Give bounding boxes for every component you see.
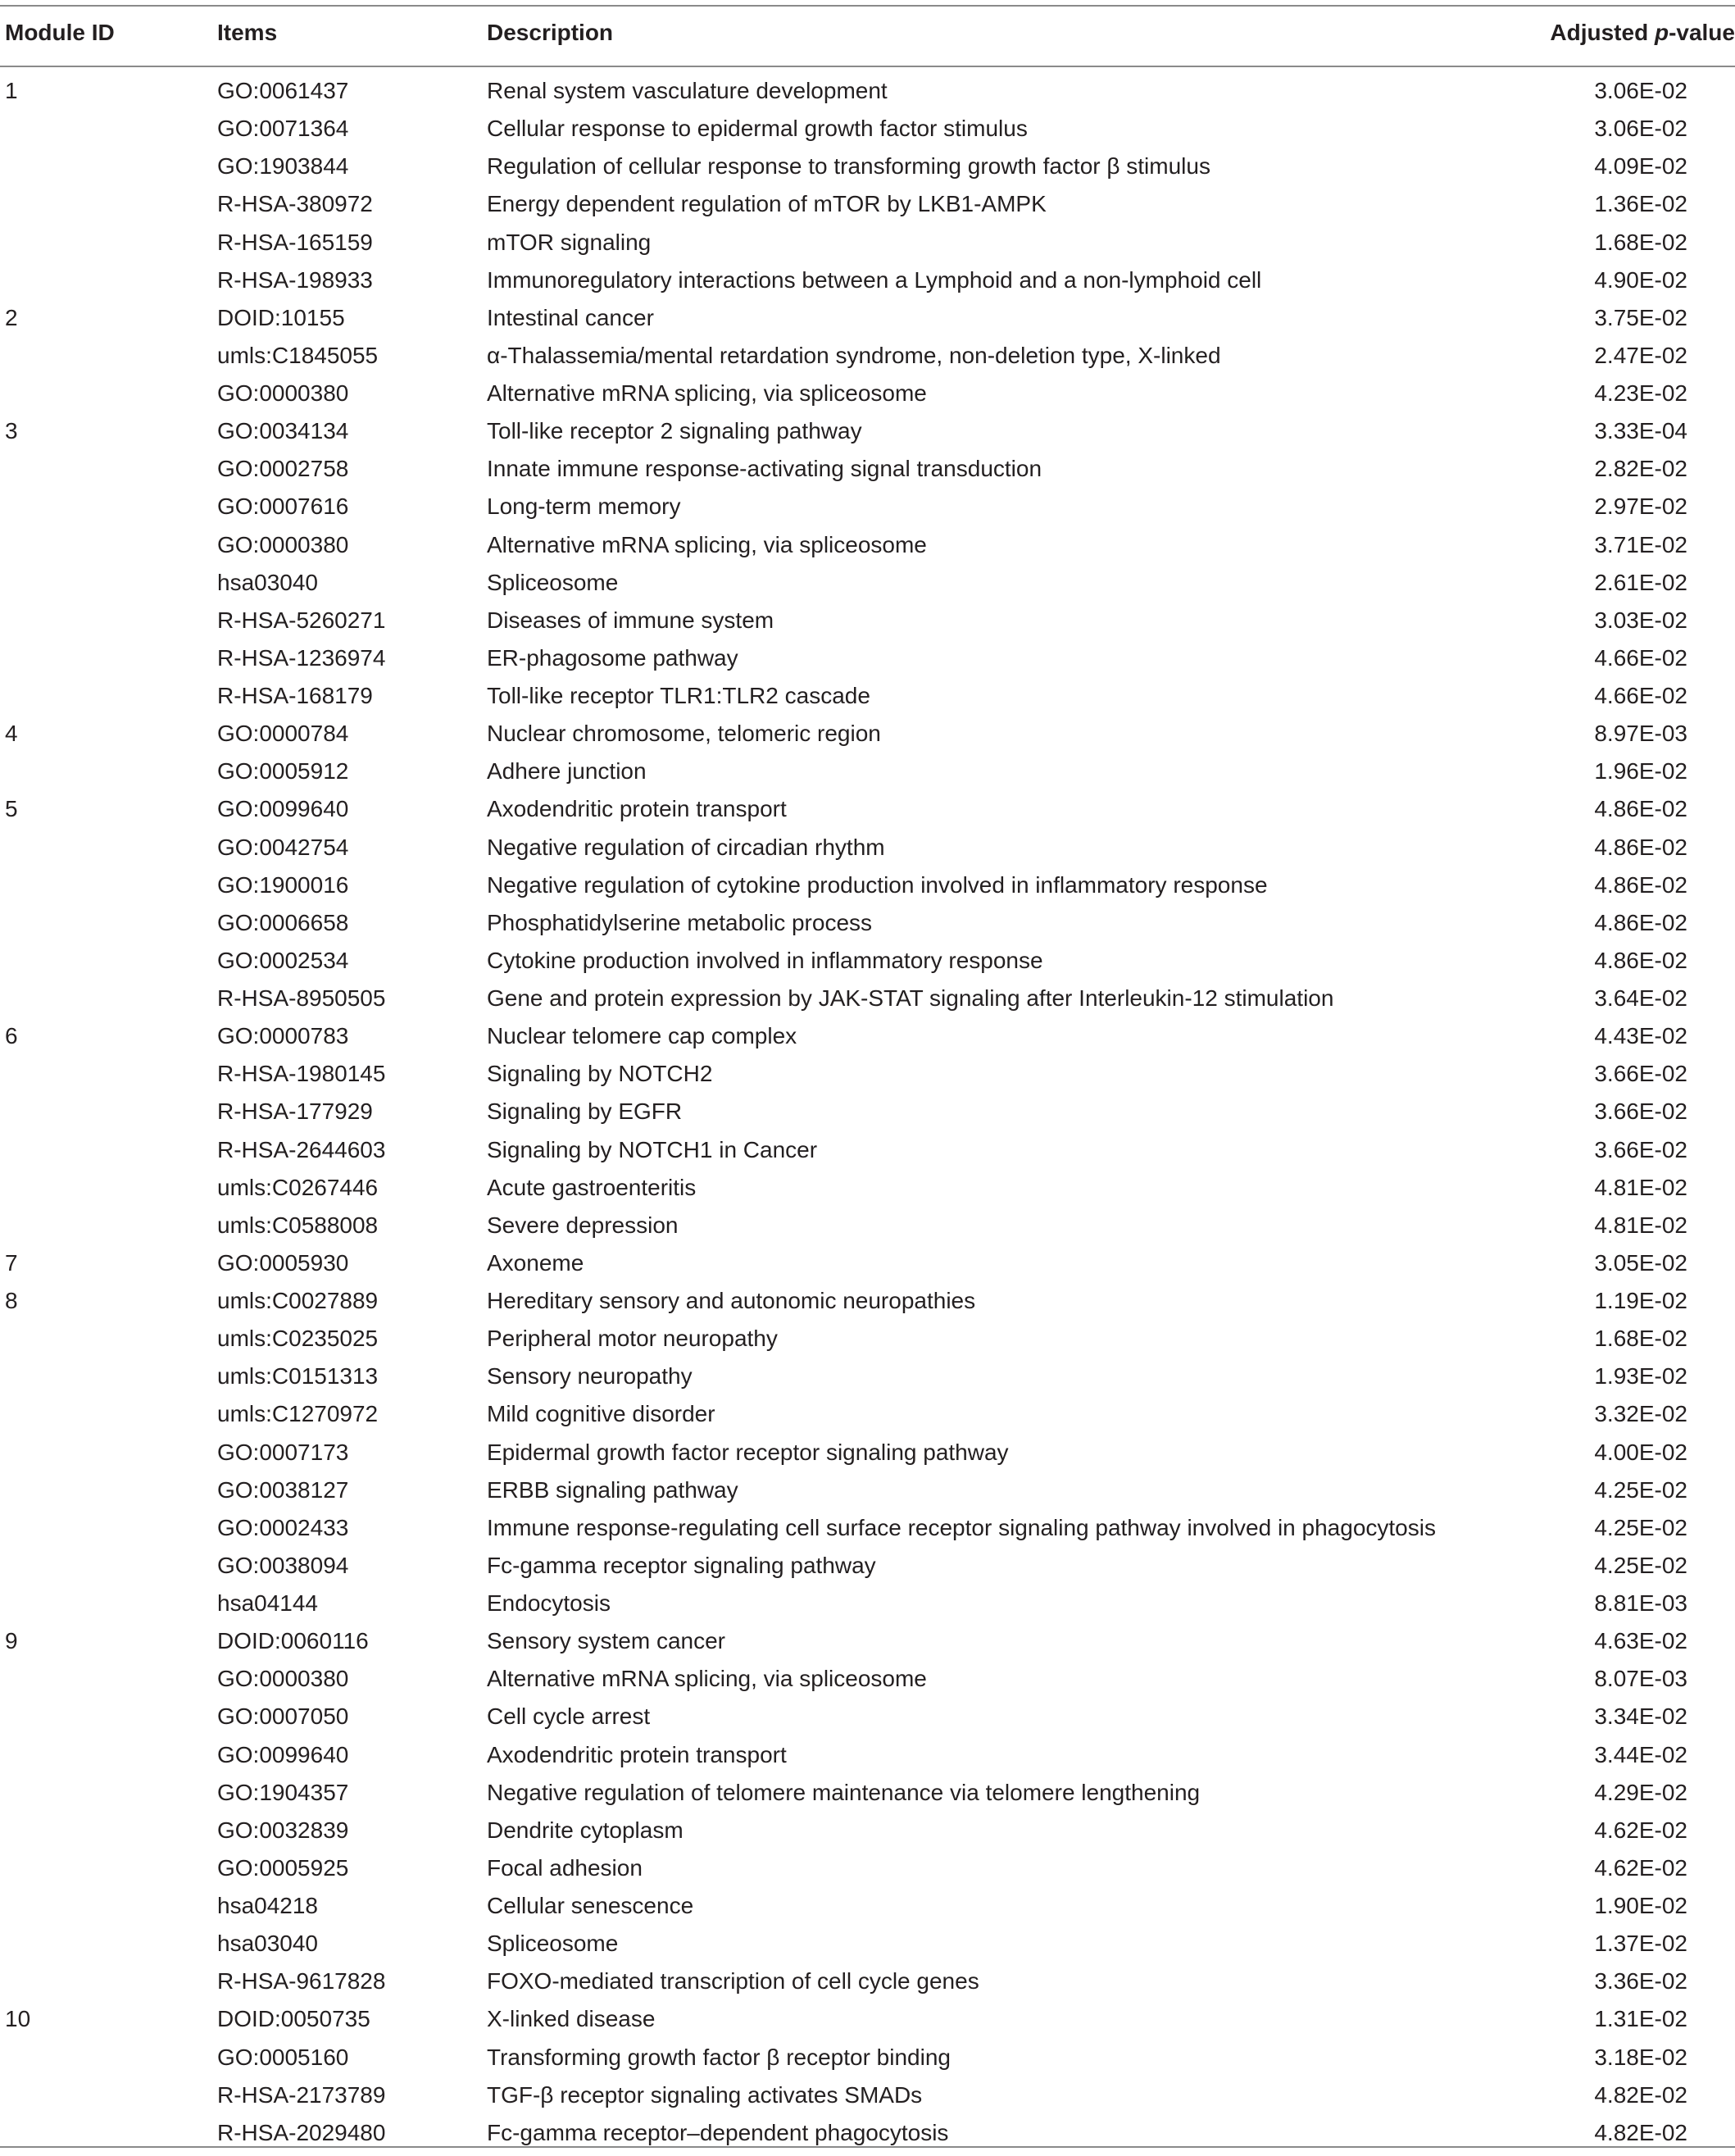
table-row (0, 228, 1735, 266)
cell-module-id: 3 (5, 418, 18, 444)
table-row (0, 644, 1735, 681)
cell-module-id: 4 (5, 721, 18, 747)
cell-description: Long-term memory (487, 494, 681, 520)
cell-adjusted-pvalue: 4.62E-02 (1594, 1854, 1687, 1881)
table-row (0, 1702, 1735, 1740)
cell-description: X-linked disease (487, 2006, 656, 2032)
cell-adjusted-pvalue: 2.97E-02 (1594, 494, 1687, 520)
table-row (0, 946, 1735, 984)
header-module-id: Module ID (5, 20, 115, 45)
header-adjusted-pvalue (1550, 20, 1735, 45)
cell-item-id: GO:0007616 (217, 494, 349, 520)
cell-description: Fc-gamma receptor signaling pathway (487, 1552, 876, 1578)
cell-description: Peripheral motor neuropathy (487, 1326, 778, 1352)
cell-item-id: umls:C0588008 (217, 1212, 379, 1238)
table-row (0, 1173, 1735, 1211)
table-row (0, 1854, 1735, 1891)
cell-adjusted-pvalue: 3.33E-04 (1594, 418, 1687, 444)
cell-item-id: GO:0000380 (217, 380, 349, 406)
cell-adjusted-pvalue: 3.44E-02 (1594, 1741, 1687, 1767)
cell-item-id: R-HSA-168179 (217, 683, 373, 708)
cell-description: Endocytosis (487, 1590, 611, 1616)
cell-description: Severe depression (487, 1212, 679, 1238)
cell-description: Renal system vasculature development (487, 78, 888, 103)
cell-adjusted-pvalue: 4.81E-02 (1594, 1174, 1687, 1200)
cell-description: Spliceosome (487, 1931, 619, 1957)
cell-item-id: umls:C0151313 (217, 1363, 379, 1390)
table-row (0, 871, 1735, 908)
cell-adjusted-pvalue: 8.81E-03 (1594, 1590, 1687, 1616)
cell-adjusted-pvalue: 1.93E-02 (1594, 1363, 1687, 1390)
cell-item-id: GO:0061437 (217, 78, 349, 103)
table-row (0, 1286, 1735, 1324)
table-row (0, 1211, 1735, 1249)
table-row (0, 833, 1735, 871)
cell-item-id: GO:0032839 (217, 1817, 349, 1843)
cell-adjusted-pvalue: 3.05E-02 (1594, 1249, 1687, 1276)
cell-description: Alternative mRNA splicing, via spliceosome (487, 531, 927, 557)
cell-adjusted-pvalue: 4.23E-02 (1594, 380, 1687, 406)
cell-item-id: R-HSA-8950505 (217, 985, 386, 1011)
table-row (0, 454, 1735, 492)
cell-description: Epidermal growth factor receptor signaling pathway (487, 1439, 1009, 1465)
cell-module-id: 5 (5, 796, 18, 822)
header-bottom-rule (0, 66, 1735, 67)
cell-item-id: DOID:0050735 (217, 2006, 370, 2032)
cell-description: Axodendritic protein transport (487, 1741, 787, 1767)
cell-description: mTOR signaling (487, 229, 652, 255)
cell-item-id: DOID:10155 (217, 304, 345, 330)
cell-adjusted-pvalue: 8.07E-03 (1594, 1666, 1687, 1692)
cell-adjusted-pvalue: 1.36E-02 (1594, 191, 1687, 217)
cell-adjusted-pvalue: 4.63E-02 (1594, 1628, 1687, 1654)
table-top-rule (0, 5, 1735, 7)
cell-description: FOXO-mediated transcription of cell cycle genes (487, 1968, 979, 1995)
cell-adjusted-pvalue: 3.03E-02 (1594, 607, 1687, 633)
table-row (0, 568, 1735, 606)
cell-adjusted-pvalue: 4.90E-02 (1594, 266, 1687, 293)
cell-adjusted-pvalue: 4.81E-02 (1594, 1212, 1687, 1238)
table-row (0, 1476, 1735, 1513)
cell-adjusted-pvalue: 4.09E-02 (1594, 153, 1687, 180)
cell-module-id: 10 (5, 2006, 31, 2032)
table-body (0, 76, 1735, 2156)
cell-adjusted-pvalue: 4.25E-02 (1594, 1476, 1687, 1503)
cell-item-id: umls:C0267446 (217, 1174, 379, 1200)
cell-description: Mild cognitive disorder (487, 1401, 715, 1427)
table-row (0, 757, 1735, 794)
cell-module-id: 7 (5, 1249, 18, 1276)
cell-description: Cell cycle arrest (487, 1703, 651, 1730)
table-row (0, 189, 1735, 227)
cell-adjusted-pvalue: 4.82E-02 (1594, 2081, 1687, 2108)
table-row (0, 492, 1735, 530)
cell-description: Adhere junction (487, 758, 647, 785)
cell-item-id: umls:C1270972 (217, 1401, 379, 1427)
cell-description: Fc-gamma receptor–dependent phagocytosis (487, 2119, 949, 2145)
table-row (0, 984, 1735, 1021)
cell-item-id: hsa04218 (217, 1893, 319, 1918)
cell-description: Acute gastroenteritis (487, 1174, 697, 1200)
cell-adjusted-pvalue: 4.86E-02 (1594, 796, 1687, 822)
cell-description: Negative regulation of telomere maintenance via telomere lengthening (487, 1779, 1201, 1805)
cell-item-id: GO:0099640 (217, 1741, 349, 1767)
cell-description: Phosphatidylserine metabolic process (487, 909, 873, 935)
cell-item-id: GO:0038094 (217, 1552, 349, 1578)
cell-item-id: R-HSA-198933 (217, 266, 373, 293)
table-row (0, 341, 1735, 379)
cell-description: TGF-β receptor signaling activates SMADs (487, 2081, 923, 2108)
table-row (0, 681, 1735, 719)
table-row (0, 1135, 1735, 1173)
cell-description: Alternative mRNA splicing, via spliceosome (487, 380, 927, 406)
cell-module-id: 2 (5, 304, 18, 330)
cell-adjusted-pvalue: 4.86E-02 (1594, 871, 1687, 898)
cell-adjusted-pvalue: 3.32E-02 (1594, 1401, 1687, 1427)
table-row (0, 1967, 1735, 2004)
cell-description: Immune response-regulating cell surface receptor signaling pathway involved in phagocytosis (487, 1514, 1436, 1540)
cell-adjusted-pvalue: 1.90E-02 (1594, 1893, 1687, 1918)
cell-item-id: GO:0005160 (217, 2044, 349, 2070)
cell-description: Spliceosome (487, 569, 619, 595)
cell-description: Focal adhesion (487, 1854, 643, 1881)
cell-adjusted-pvalue: 4.25E-02 (1594, 1552, 1687, 1578)
cell-adjusted-pvalue: 1.68E-02 (1594, 1326, 1687, 1352)
cell-adjusted-pvalue: 2.82E-02 (1594, 456, 1687, 482)
table-row (0, 1891, 1735, 1929)
cell-adjusted-pvalue: 4.86E-02 (1594, 947, 1687, 973)
cell-description: Gene and protein expression by JAK-STAT signaling after Interleukin-12 stimulation (487, 985, 1334, 1011)
cell-item-id: GO:0071364 (217, 116, 349, 142)
cell-adjusted-pvalue: 3.66E-02 (1594, 1098, 1687, 1125)
cell-adjusted-pvalue: 3.66E-02 (1594, 1061, 1687, 1087)
table-row (0, 2081, 1735, 2118)
cell-item-id: umls:C0235025 (217, 1326, 379, 1352)
cell-item-id: GO:0005925 (217, 1854, 349, 1881)
cell-description: Sensory system cancer (487, 1628, 725, 1654)
cell-adjusted-pvalue: 2.47E-02 (1594, 342, 1687, 368)
cell-description: Negative regulation of cytokine production involved in inflammatory response (487, 871, 1268, 898)
cell-description: Sensory neuropathy (487, 1363, 693, 1390)
cell-description: Transforming growth factor β receptor binding (487, 2044, 951, 2070)
cell-item-id: GO:1903844 (217, 153, 349, 180)
cell-description: Axoneme (487, 1249, 584, 1276)
cell-module-id: 9 (5, 1628, 18, 1654)
cell-adjusted-pvalue: 4.00E-02 (1594, 1439, 1687, 1465)
cell-item-id: R-HSA-5260271 (217, 607, 386, 633)
cell-description: ERBB signaling pathway (487, 1476, 738, 1503)
table-row (0, 1059, 1735, 1097)
cell-adjusted-pvalue: 4.82E-02 (1594, 2119, 1687, 2145)
cell-adjusted-pvalue: 1.96E-02 (1594, 758, 1687, 785)
cell-item-id: GO:0000380 (217, 1666, 349, 1692)
cell-description: Axodendritic protein transport (487, 796, 787, 822)
cell-description: Signaling by NOTCH1 in Cancer (487, 1136, 818, 1162)
cell-item-id: R-HSA-165159 (217, 229, 373, 255)
table-row (0, 152, 1735, 189)
cell-item-id: GO:0034134 (217, 418, 349, 444)
cell-module-id: 1 (5, 78, 18, 103)
cell-description: Diseases of immune system (487, 607, 774, 633)
cell-item-id: R-HSA-1236974 (217, 644, 386, 671)
cell-description: Nuclear telomere cap complex (487, 1023, 797, 1049)
cell-adjusted-pvalue: 1.68E-02 (1594, 229, 1687, 255)
cell-item-id: R-HSA-9617828 (217, 1968, 386, 1995)
table-row (0, 1097, 1735, 1135)
table-row (0, 719, 1735, 757)
cell-item-id: GO:0005930 (217, 1249, 349, 1276)
cell-adjusted-pvalue: 1.19E-02 (1594, 1288, 1687, 1313)
cell-item-id: R-HSA-2029480 (217, 2119, 386, 2145)
table-row (0, 1249, 1735, 1286)
cell-item-id: R-HSA-177929 (217, 1098, 373, 1125)
table-row (0, 416, 1735, 454)
header-items: Items (217, 20, 278, 45)
table-row (0, 1362, 1735, 1399)
cell-description: Hereditary sensory and autonomic neuropathies (487, 1288, 976, 1313)
cell-adjusted-pvalue: 4.66E-02 (1594, 683, 1687, 708)
cell-adjusted-pvalue: 3.71E-02 (1594, 531, 1687, 557)
cell-item-id: hsa04144 (217, 1590, 319, 1616)
cell-item-id: GO:1900016 (217, 871, 349, 898)
cell-item-id: GO:0006658 (217, 909, 349, 935)
table-row (0, 1589, 1735, 1626)
cell-description: Signaling by EGFR (487, 1098, 683, 1125)
table-row (0, 1438, 1735, 1476)
header-pvalue-italic: p (1654, 20, 1669, 45)
cell-item-id: GO:0000380 (217, 531, 349, 557)
cell-description: Regulation of cellular response to transforming growth factor β stimulus (487, 153, 1210, 180)
cell-adjusted-pvalue: 4.66E-02 (1594, 644, 1687, 671)
cell-item-id: GO:0005912 (217, 758, 349, 785)
table-row (0, 1399, 1735, 1437)
cell-item-id: umls:C1845055 (217, 342, 379, 368)
cell-description: Toll-like receptor TLR1:TLR2 cascade (487, 683, 870, 708)
cell-adjusted-pvalue: 4.29E-02 (1594, 1779, 1687, 1805)
table-row (0, 1324, 1735, 1362)
cell-description: ER-phagosome pathway (487, 644, 738, 671)
table-row (0, 530, 1735, 568)
cell-adjusted-pvalue: 3.34E-02 (1594, 1703, 1687, 1730)
cell-description: Cytokine production involved in inflammatory response (487, 947, 1043, 973)
cell-item-id: GO:0099640 (217, 796, 349, 822)
cell-adjusted-pvalue: 3.75E-02 (1594, 304, 1687, 330)
table-row (0, 794, 1735, 832)
table-row (0, 908, 1735, 946)
table-row (0, 1929, 1735, 1967)
cell-adjusted-pvalue: 3.66E-02 (1594, 1136, 1687, 1162)
cell-adjusted-pvalue: 4.43E-02 (1594, 1023, 1687, 1049)
cell-item-id: GO:0002534 (217, 947, 349, 973)
cell-item-id: umls:C0027889 (217, 1288, 379, 1313)
cell-description: Toll-like receptor 2 signaling pathway (487, 418, 862, 444)
table-row (0, 303, 1735, 341)
cell-item-id: hsa03040 (217, 569, 319, 595)
cell-item-id: GO:0000784 (217, 721, 349, 747)
cell-item-id: hsa03040 (217, 1931, 319, 1957)
table-row (0, 76, 1735, 114)
cell-item-id: R-HSA-2644603 (217, 1136, 386, 1162)
cell-adjusted-pvalue: 4.25E-02 (1594, 1514, 1687, 1540)
cell-item-id: R-HSA-2173789 (217, 2081, 386, 2108)
cell-description: Immunoregulatory interactions between a Lymphoid and a non-lymphoid cell (487, 266, 1262, 293)
cell-description: Cellular senescence (487, 1893, 694, 1918)
table-row (0, 114, 1735, 152)
cell-description: Dendrite cytoplasm (487, 1817, 684, 1843)
cell-item-id: R-HSA-380972 (217, 191, 373, 217)
cell-item-id: DOID:0060116 (217, 1628, 369, 1654)
table-row (0, 1664, 1735, 1702)
table-row (0, 1626, 1735, 1664)
cell-module-id: 8 (5, 1288, 18, 1313)
cell-description: Cellular response to epidermal growth factor stimulus (487, 116, 1028, 142)
cell-item-id: GO:0007050 (217, 1703, 349, 1730)
cell-item-id: GO:0002758 (217, 456, 349, 482)
cell-description: Alternative mRNA splicing, via spliceosome (487, 1666, 927, 1692)
cell-item-id: GO:0007173 (217, 1439, 349, 1465)
cell-adjusted-pvalue: 1.37E-02 (1594, 1931, 1687, 1957)
cell-adjusted-pvalue: 3.18E-02 (1594, 2044, 1687, 2070)
cell-adjusted-pvalue: 3.06E-02 (1594, 78, 1687, 103)
cell-description: Innate immune response-activating signal transduction (487, 456, 1042, 482)
cell-description: Negative regulation of circadian rhythm (487, 834, 885, 860)
cell-description: Nuclear chromosome, telomeric region (487, 721, 881, 747)
cell-item-id: GO:1904357 (217, 1779, 349, 1805)
cell-item-id: GO:0038127 (217, 1476, 349, 1503)
cell-description: Energy dependent regulation of mTOR by LKB1-AMPK (487, 191, 1047, 217)
cell-item-id: GO:0042754 (217, 834, 349, 860)
table-row (0, 1740, 1735, 1778)
header-description: Description (487, 20, 614, 45)
cell-adjusted-pvalue: 4.86E-02 (1594, 834, 1687, 860)
cell-module-id: 6 (5, 1023, 18, 1049)
cell-item-id: R-HSA-1980145 (217, 1061, 386, 1087)
cell-adjusted-pvalue: 8.97E-03 (1594, 721, 1687, 747)
table-row (0, 1778, 1735, 1816)
cell-adjusted-pvalue: 3.64E-02 (1594, 985, 1687, 1011)
table-row (0, 1816, 1735, 1854)
cell-description: Intestinal cancer (487, 304, 654, 330)
cell-adjusted-pvalue: 1.31E-02 (1594, 2006, 1687, 2032)
cell-item-id: GO:0002433 (217, 1514, 349, 1540)
header-pvalue-prefix: Adjusted (1550, 20, 1655, 45)
table-row (0, 379, 1735, 416)
table-row (0, 2043, 1735, 2081)
cell-adjusted-pvalue: 4.62E-02 (1594, 1817, 1687, 1843)
cell-item-id: GO:0000783 (217, 1023, 349, 1049)
table-row (0, 2118, 1735, 2156)
table-row (0, 1021, 1735, 1059)
table-row (0, 2004, 1735, 2042)
table-row (0, 1551, 1735, 1589)
cell-adjusted-pvalue: 3.06E-02 (1594, 116, 1687, 142)
table-row (0, 606, 1735, 644)
cell-description: Signaling by NOTCH2 (487, 1061, 713, 1087)
cell-adjusted-pvalue: 4.86E-02 (1594, 909, 1687, 935)
cell-description: α-Thalassemia/mental retardation syndrome, non-deletion type, X-linked (487, 342, 1221, 368)
table-row (0, 266, 1735, 303)
cell-adjusted-pvalue: 3.36E-02 (1594, 1968, 1687, 1995)
cell-adjusted-pvalue: 2.61E-02 (1594, 569, 1687, 595)
header-pvalue-suffix: -value (1669, 20, 1735, 45)
table-row (0, 1513, 1735, 1551)
